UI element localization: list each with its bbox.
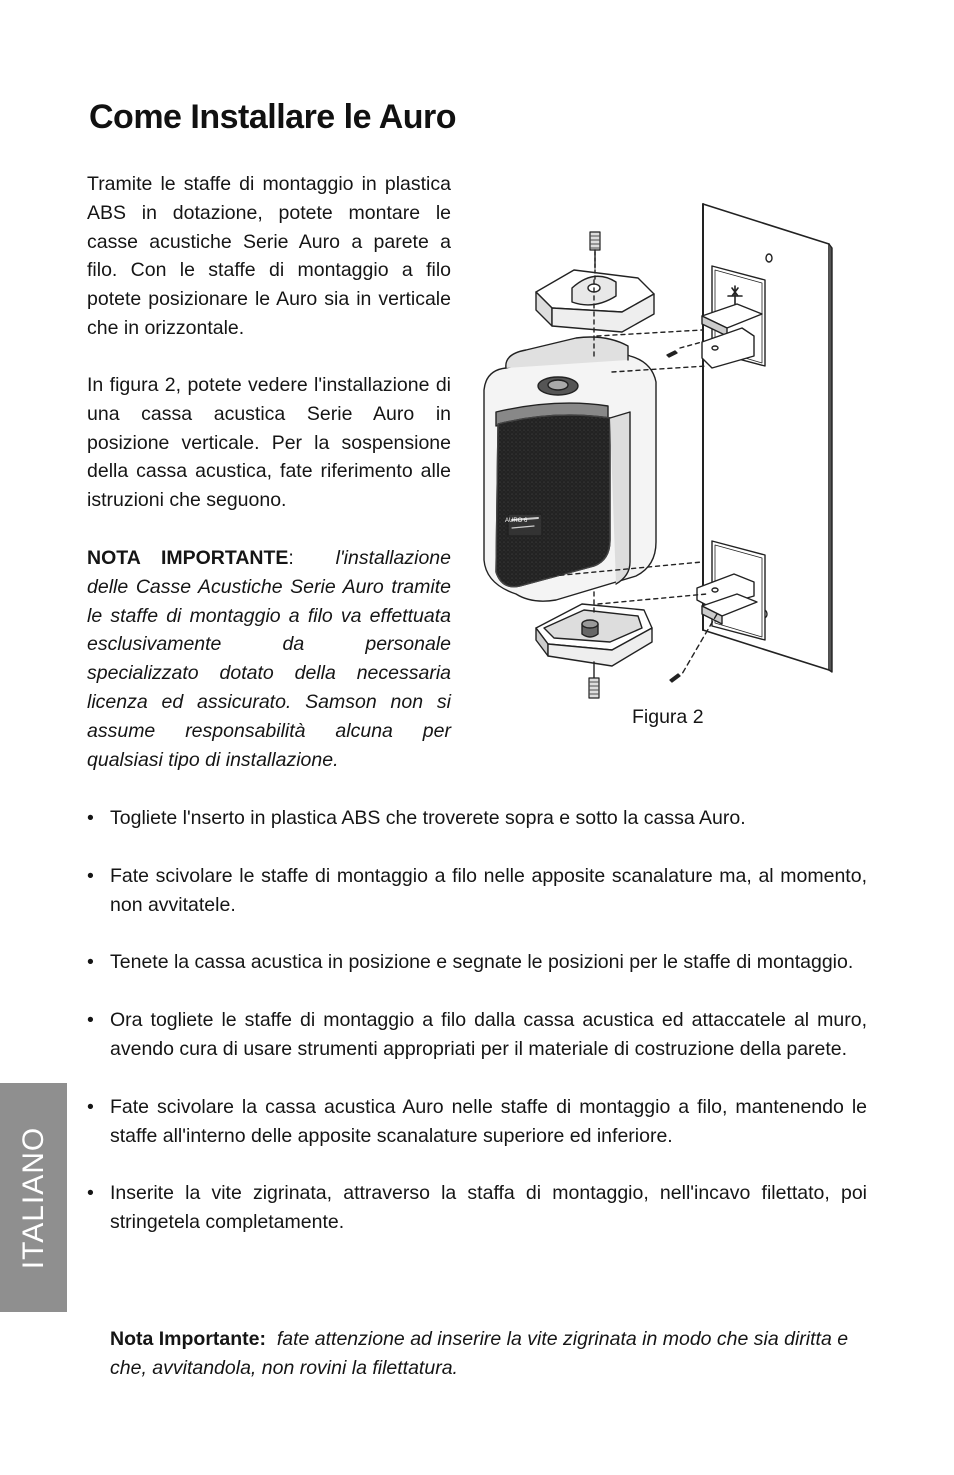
- bullet: •: [87, 1009, 94, 1032]
- list-item: • Ora togliete le staffe di montaggio a filo dalla cassa acustica ed attaccatele al muro, avendo cura di usare strumenti appropriati per il materiale di costruzione della parete.: [87, 1006, 867, 1064]
- important-note-label: NOTA IMPORTANTE: [87, 547, 289, 569]
- second-note-text: fate attenzione ad inserire la vite zigrinata in modo che sia diritta e che, avvitandola, non rovini la filettatura.: [110, 1328, 849, 1379]
- second-note-label: Nota Importante:: [110, 1328, 266, 1350]
- list-item: • Fate scivolare la cassa acustica Auro nelle staffe di montaggio a filo, mantenendo le staffe all'interno delle apposite scanalature superiore ed inferiore.: [87, 1093, 867, 1151]
- list-item: • Fate scivolare le staffe di montaggio a filo nelle apposite scanalature ma, al momento, non avvitatele.: [87, 862, 867, 920]
- intro-paragraph: Tramite le staffe di montaggio in plastica ABS in dotazione, potete montare le casse acustiche Serie Auro a parete a filo. Con le staffe di montaggio a filo potete posizionare le Auro sia in verticale che in orizzontale.: [87, 173, 451, 339]
- second-important-note: [110, 1325, 867, 1383]
- language-tab: [0, 1083, 67, 1312]
- list-item: • Inserite la vite zigrinata, attraverso la staffa di montaggio, nell'incavo filettato, poi stringetela completamente.: [87, 1179, 867, 1237]
- list-item: • Togliete l'nserto in plastica ABS che troverete sopra e sotto la cassa Auro.: [87, 804, 867, 833]
- speaker-badge-text: AURO 6: [505, 518, 528, 524]
- important-note-paragraph: NOTA IMPORTANTE: l'installazione delle Casse Acustiche Serie Auro tramite le staffe di montaggio a filo va effettuata esclusivamente da personale specializzato dotato della necessaria licenza ed assicurato. Samson non si assume responsabilità alcuna per qualsiasi tipo di installazione.: [87, 547, 451, 771]
- speaker-cabinet: [484, 337, 656, 601]
- bullet: •: [87, 1182, 94, 1205]
- figure-reference-paragraph: In figura 2, potete vedere l'installazione di una cassa acustica Serie Auro in posizione verticale. Per la sospensione della cassa acustica, fate riferimento alle istruzioni che seguono.: [87, 374, 451, 512]
- list-item: • Tenete la cassa acustica in posizione e segnate le posizioni per le staffe di montaggio.: [87, 948, 867, 977]
- bullet: •: [87, 864, 94, 887]
- installation-diagram: [462, 196, 868, 720]
- bullet: •: [87, 1095, 94, 1118]
- bullet: •: [87, 951, 94, 974]
- bullet: •: [87, 807, 94, 829]
- page-title: Come Installare le Auro: [89, 98, 457, 136]
- important-note-text: l'installazione delle Casse Acustiche Serie Auro tramite le staffe di montaggio a filo va effettuata esclusivamente da personale specializzato dotato della necessaria licenza ed assicurato. Samson non si assume responsabilità alcuna per qualsiasi tipo di installazione.: [87, 547, 451, 771]
- installation-steps: [87, 804, 867, 1266]
- figure-caption: Figura 2: [632, 706, 704, 728]
- language-tab-label: ITALIANO: [16, 1126, 50, 1269]
